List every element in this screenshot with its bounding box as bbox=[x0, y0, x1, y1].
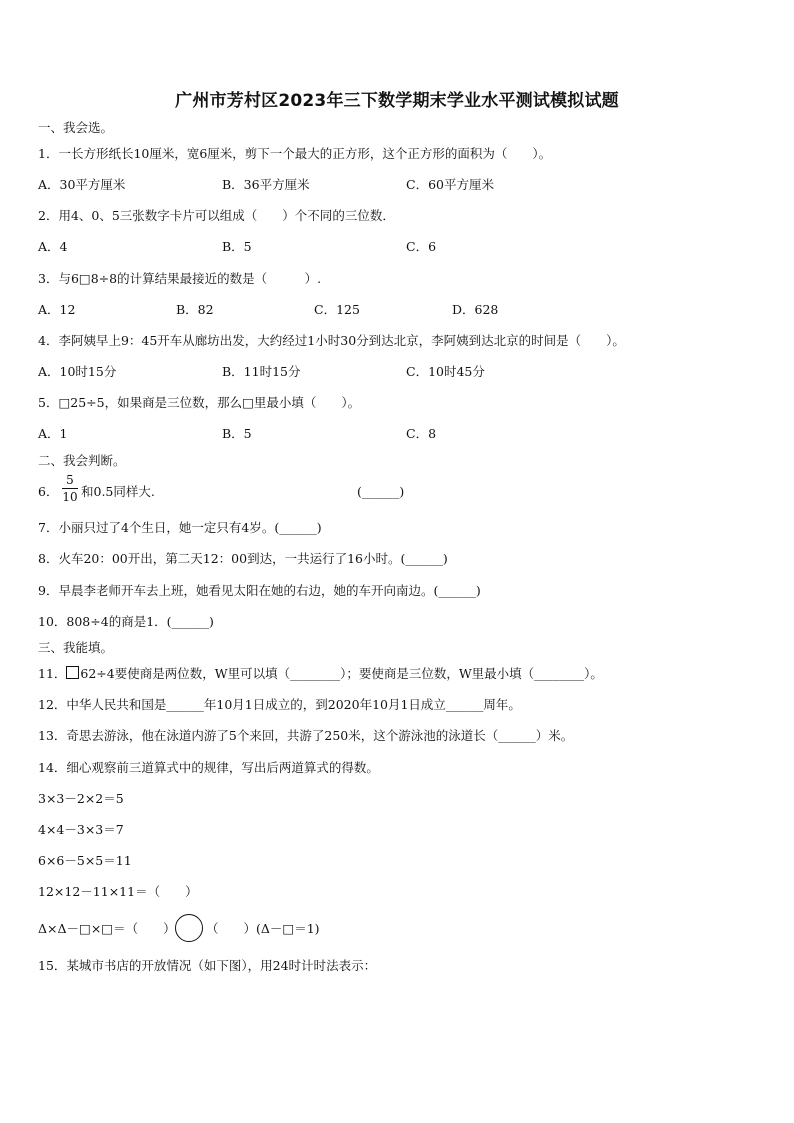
question-9: 9．早晨李老师开车去上班，她看见太阳在她的右边，她的车开向南边。(______) bbox=[38, 583, 481, 598]
q3-option-a[interactable]: A．12 bbox=[38, 302, 76, 317]
equation-line-1: 3×3－2×2＝5 bbox=[38, 791, 124, 806]
equation-line-4: 12×12－11×11＝（ ） bbox=[38, 884, 198, 899]
q1-option-a[interactable]: A．30平方厘米 bbox=[38, 177, 126, 192]
q3-option-c[interactable]: C．125 bbox=[314, 302, 360, 317]
question-13: 13．奇思去游泳，他在泳道内游了5个来回，共游了250米，这个游泳池的泳道长（______）米。 bbox=[38, 728, 574, 743]
fraction-denominator: 10 bbox=[62, 490, 78, 504]
question-11-number: 11． bbox=[38, 666, 67, 681]
question-7: 7．小丽只过了4个生日，她一定只有4岁。(______) bbox=[38, 520, 322, 535]
q3-option-d[interactable]: D．628 bbox=[452, 302, 499, 317]
q1-option-b[interactable]: B．36平方厘米 bbox=[222, 177, 310, 192]
section-heading-fill: 三、我能填。 bbox=[38, 640, 114, 655]
q2-option-b[interactable]: B．5 bbox=[222, 239, 252, 254]
question-15: 15．某城市书店的开放情况（如下图），用24时计时法表示： bbox=[38, 958, 377, 973]
question-11 bbox=[38, 666, 603, 682]
equation-line-5-left: Δ×Δ－□×□＝（ ） bbox=[38, 921, 176, 936]
square-box-icon bbox=[66, 666, 79, 679]
question-5: 5．□25÷5，如果商是三位数，那么□里最小填（ ）。 bbox=[38, 395, 361, 410]
question-14: 14．细心观察前三道算式中的规律，写出后两道算式的得数。 bbox=[38, 760, 379, 775]
circle-operator-blank[interactable] bbox=[175, 914, 203, 942]
equation-line-5-right: （ ）(Δ－□＝1) bbox=[206, 921, 320, 936]
question-3: 3．与6□8÷8的计算结果最接近的数是（ ）. bbox=[38, 271, 322, 286]
q3-option-b[interactable]: B．82 bbox=[176, 302, 214, 317]
question-12: 12．中华人民共和国是______年10月1日成立的，到2020年10月1日成立______周年。 bbox=[38, 697, 521, 712]
question-6-answer-blank[interactable]: (______) bbox=[357, 484, 405, 499]
question-11-text: 62÷4要使商是两位数，W里可以填（________）；要使商是三位数，W里最小填（________）。 bbox=[80, 666, 603, 681]
question-4: 4．李阿姨早上9：45开车从廊坊出发，大约经过1小时30分到达北京，李阿姨到达北京的时间是（ ）。 bbox=[38, 333, 625, 348]
fraction-five-tenths bbox=[62, 473, 78, 504]
fraction-bar bbox=[62, 488, 78, 489]
q5-option-a[interactable]: A．1 bbox=[38, 426, 68, 441]
question-6-number: 6． bbox=[38, 484, 59, 499]
question-6-text: 和0.5同样大. bbox=[81, 484, 155, 499]
section-heading-judge: 二、我会判断。 bbox=[38, 453, 126, 468]
q4-option-b[interactable]: B．11时15分 bbox=[222, 364, 301, 379]
page-title: 广州市芳村区2023年三下数学期末学业水平测试模拟试题 bbox=[175, 91, 619, 111]
equation-line-3: 6×6－5×5＝11 bbox=[38, 853, 132, 868]
q4-option-c[interactable]: C．10时45分 bbox=[406, 364, 485, 379]
section-heading-choice: 一、我会选。 bbox=[38, 120, 114, 135]
question-1: 1．一长方形纸长10厘米，宽6厘米，剪下一个最大的正方形，这个正方形的面积为（ ）。 bbox=[38, 146, 552, 161]
q2-option-a[interactable]: A．4 bbox=[38, 239, 68, 254]
equation-line-2: 4×4－3×3＝7 bbox=[38, 822, 124, 837]
fraction-numerator: 5 bbox=[66, 473, 74, 487]
q5-option-c[interactable]: C．8 bbox=[406, 426, 437, 441]
q4-option-a[interactable]: A．10时15分 bbox=[38, 364, 117, 379]
q2-option-c[interactable]: C．6 bbox=[406, 239, 437, 254]
question-10: 10．808÷4的商是1．(______) bbox=[38, 614, 214, 629]
question-8: 8．火车20：00开出，第二天12：00到达，一共运行了16小时。(______) bbox=[38, 551, 448, 566]
q1-option-c[interactable]: C．60平方厘米 bbox=[406, 177, 494, 192]
question-2: 2．用4、0、5三张数字卡片可以组成（ ）个不同的三位数． bbox=[38, 208, 395, 223]
q5-option-b[interactable]: B．5 bbox=[222, 426, 252, 441]
